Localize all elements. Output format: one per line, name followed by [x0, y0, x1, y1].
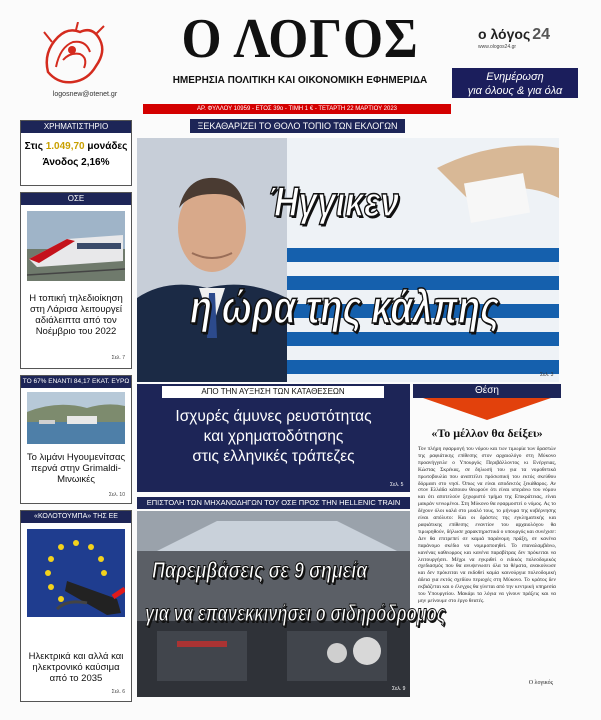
- opinion-signature: Ο λογικός: [528, 680, 553, 686]
- ologos24-logo-number: 24: [532, 26, 551, 43]
- opinion-head: Θέση: [413, 384, 561, 398]
- train-story-headline-2: για να επανεκκινήσει ο σιδηρόδρομος: [145, 600, 446, 626]
- tagline-line-2: για όλους & για όλα: [467, 85, 563, 97]
- lead-page-ref: Σελ. 3: [540, 372, 554, 378]
- eu-fuel-photo: [27, 529, 125, 617]
- stock-rise: Άνοδος 2,16%: [42, 157, 110, 168]
- opinion-triangle-decor: [423, 398, 551, 420]
- side-story-head: ΤΟ 67% ΕΝΑΝΤΙ 84,17 ΕΚΑΤ. ΕΥΡΩ: [21, 376, 131, 388]
- train-story-headline-1: Παρεμβάσεις σε 9 σημεία: [152, 557, 368, 583]
- banking-story-kicker: ΑΠΟ ΤΗΝ ΑΥΞΗΣΗ ΤΩΝ ΚΑΤΑΘΕΣΕΩΝ: [162, 386, 384, 398]
- stock-exchange-box: [20, 120, 132, 186]
- masthead-subtitle: ΗΜΕΡΗΣΙΑ ΠΟΛΙΤΙΚΗ ΚΑΙ ΟΙΚΟΝΟΜΙΚΗ ΕΦΗΜΕΡΙΔΑ: [172, 75, 428, 86]
- stock-suffix: μονάδες: [84, 141, 128, 152]
- side-story-page: Σελ. 6: [111, 689, 125, 695]
- side-story-page: Σελ. 7: [111, 355, 125, 361]
- lead-kicker: ΞΕΚΑΘΑΡΙΖΕΙ ΤΟ ΘΟΛΟ ΤΟΠΙΟ ΤΩΝ ΕΚΛΟΓΩΝ: [190, 119, 405, 133]
- ologos24-logo: [478, 26, 550, 44]
- stock-exchange-title: ΧΡΗΜΑΤΙΣΤΗΡΙΟ: [21, 121, 131, 133]
- ologos24-url: www.ologos24.gr: [478, 44, 517, 50]
- lead-headline-1: Ήγγικεν: [268, 178, 399, 225]
- side-story-port: [20, 375, 132, 504]
- side-story-text: Ηλεκτρικά και αλλά και ηλεκτρονικό καύσιμα από το 2035: [28, 651, 124, 684]
- logo-emblem-icon: [38, 22, 108, 88]
- side-story-text: Η τοπική τηλεδιοίκηση στη Λάρισα λειτουργεί αδιάλειπτα από τον Νοέμβριο του 2022: [29, 293, 123, 337]
- stock-prefix: Στις: [24, 141, 46, 152]
- opinion-column: [413, 384, 561, 696]
- lead-headline-2: η ώρα της κάλπης: [190, 281, 500, 333]
- tagline-line-1: Ενημέρωση: [486, 71, 544, 83]
- stock-value: 1.049,70: [45, 141, 85, 152]
- side-story-eu: [20, 510, 132, 702]
- lead-photo-mitsotakis: [137, 138, 559, 382]
- side-story-ose: [20, 192, 132, 369]
- banking-headline-line-1: Ισχυρές άμυνες ρευστότητας: [175, 408, 372, 425]
- stock-exchange-level: [21, 141, 131, 152]
- side-story-page: Σελ. 10: [108, 492, 125, 498]
- train-page-ref: Σελ. 9: [392, 686, 406, 692]
- side-story-head: ΟΣΕ: [21, 193, 131, 205]
- opinion-body: Τον πλήρη εφαρμογή του νόμου και των τιμωρία των δραστών της ραφιάτικης επίθεσης στον αρχαιολόγο στη Μύκονο προανήγγειλε ο Υπουργός Περιβάλλοντος κι Ενέργειας, Κώστας Σκρέκας, σε δηλωσή του για τα νομοθετικά πρωτοβουλία που αναπτέλει πρόσωπική του εκτός σκεύθου δόρμασι στο νησί. Όπως να είναι αποδεκτός ξεκάθαρος. Αν στον Ελλάδα κάποιου θεωρούν ότι είναι υπεράνω του νόμου και ότι αποτελούν ξεχωριστό τμήμα της Επικράτειας, είναι μακράν νενωμένοι. Στη Μύκονο θα εφαρμοστεί ο νόμος. Ας το δέχουν όλοι καλά στο μυαλό τους, το μήνυμα της κυβέρνησης είναι απόλυτο: Και οι δράστες της εγκληματικής και ραφιάτικης επίθεσης εναντίον του αρχαιολόγου θα τιμωρηθούν, δήλωσε χαρακτηριστικά ο υπουργός και συνέχισε: Δεν θα επιτρεπεί σε καμιά παράνομη πράξη, σε κανένα παράνομο σκέδιο να νομιμοποιηθεί. Το επαναλαμβάνω, κανένας καθεωρρος και κανένα παραβίτρας δεν πρόκειται να λειτουργήσει. Μέχρι να εγκριθεί ο ειδικός πολεοδομικός σχεδιασμός που θα ανυψενωσει όλα τα θέματα, ανακοίνωσε και δεν πρόκειται να εκδοθεί καμία καινούργια πολεοδομική άδεια για εκτός σχεδίου περιοχές στη Μύκονο. Το κράτος δεν εκβιάζεται και ο έλεγχος θα γίνεται από την κεντρική υπηρεσία του Υπουργείου. Μακάρι τα λόγια να γίνουν πράξεις και να μην μείνουμε στο έργο θεατές.: [418, 446, 556, 604]
- banking-headline-line-3: στις ελληνικές τράπεζες: [192, 448, 355, 465]
- banking-story-headline: [145, 407, 402, 467]
- issue-info-bar: ΑΡ. ΦΥΛΛΟΥ 10959 - ΕΤΟΣ 39ο - ΤΙΜΗ 1 € - ΤΕΤΑΡΤΗ 22 ΜΑΡΤΙΟΥ 2023: [143, 104, 451, 114]
- masthead-title: Ο ΛΟΓΟΣ: [181, 8, 419, 70]
- ologos24-logo-text: ο λόγος: [478, 26, 531, 42]
- banking-headline-line-2: και χρηματοδότησης: [203, 428, 344, 445]
- banking-page-ref: Σελ. 5: [390, 482, 404, 488]
- port-photo: [27, 392, 125, 444]
- train-story-kicker: ΕΠΙΣΤΟΛΗ ΤΩΝ ΜΗΧΑΝΟΔΗΓΩΝ ΤΟΥ ΟΣΕ ΠΡΟΣ ΤΗΝ HELLENIC TRAIN: [137, 497, 410, 509]
- side-story-head: «ΚΟΛΟΤΟΥΜΠΑ» ΤΗΣ ΕΕ: [21, 511, 131, 523]
- opinion-title: «Το μέλλον θα δείξει»: [431, 426, 543, 440]
- contact-email: logosnew@otenet.gr: [52, 91, 118, 98]
- side-story-text: Το λιμάνι Ηγουμενίτσας περνά στην Grimaldi-Μινωικές: [26, 452, 126, 485]
- tagline-box: [452, 68, 578, 98]
- train-photo: [27, 211, 125, 281]
